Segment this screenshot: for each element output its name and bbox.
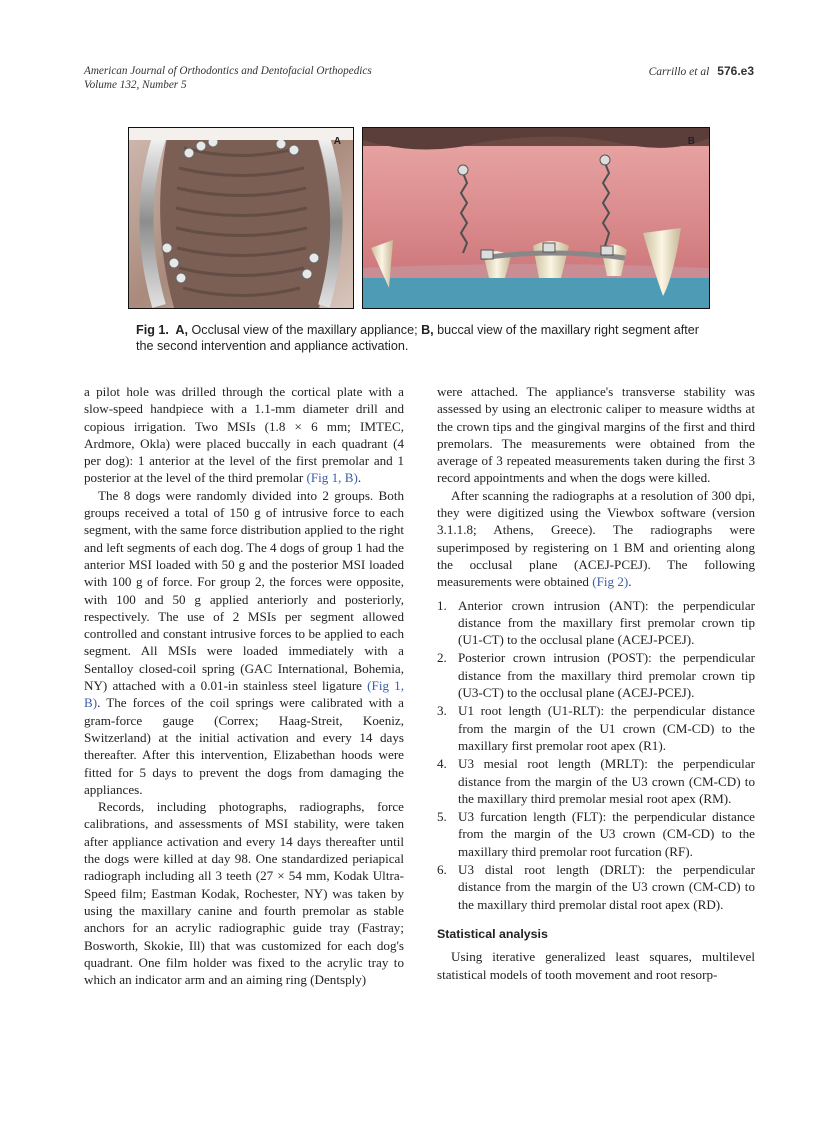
right-paragraph-3: Using iterative generalized least squares, multilevel statistical models of tooth movement and root resorp-: [437, 949, 755, 982]
list-item-text: Posterior crown intrusion (POST): the perpendicular distance from the maxillary third premolar crown tip (U3-CT) to the occlusal plane (ACEJ-PCEJ).: [458, 650, 755, 701]
section-heading-statistical-analysis: Statistical analysis: [437, 926, 548, 941]
caption-b-key: B,: [421, 323, 434, 337]
left-paragraph-3: Records, including photographs, radiographs, force calibrations, and assessments of MSI stability, were taken after appliance activation and every 14 days thereafter until the dogs were killed at day 98. One standardized periapical radiograph including all 3 teeth (27 × 54 mm, Kodak Ultra-Speed film; Eastman Kodak, Rochester, NY) was taken by using the maxillary canine and fourth premolar as stable anchors for an acrylic radiographic guide tray (Fastray; Bosworth, Skokie, Ill) that was customized for each dog's quadrant. One film holder was fixed to the acrylic tray to which an indicator arm and an aiming ring (Dentsply): [84, 799, 404, 988]
list-item: [437, 808, 755, 860]
occlusal-view-photo: [129, 128, 353, 308]
list-item-number: 5.: [437, 809, 447, 825]
right-paragraph-2: [437, 487, 755, 591]
list-item-number: 4.: [437, 756, 447, 772]
caption-b-text: buccal view of the maxillary right segment after the second intervention and appliance activation.: [136, 323, 699, 353]
list-item-text: U1 root length (U1-RLT): the perpendicular distance from the margin of the U1 crown (CM-CD) to the maxillary first premolar root apex (R1).: [458, 703, 755, 753]
page-number: 576.e3: [717, 64, 754, 78]
buccal-view-photo: [363, 128, 709, 308]
measurement-list: [437, 597, 755, 913]
left-p2-end: . The forces of the coil springs were calibrated with a gram-force gauge (Correx; Haag-Streit, Koeniz, Switzerland) at the initial activation and every 14 days thereafter. After this intervention, Elizabethan hoods were fitted for 5 days to prevent the dogs from damaging the appliances.: [84, 695, 404, 797]
list-item-number: 3.: [437, 703, 447, 719]
author-name: Carrillo et al: [648, 66, 710, 78]
list-item-number: 2.: [437, 650, 447, 666]
journal-title: American Journal of Orthodontics and Dentofacial Orthopedics: [84, 65, 372, 77]
journal-volume: Volume 132, Number 5: [84, 79, 187, 91]
left-paragraph-1: [84, 383, 404, 487]
figure-panel-b-photo: [362, 127, 710, 309]
caption-a-key: A,: [175, 323, 188, 337]
list-item-number: 6.: [437, 862, 447, 878]
fig-1b-reference-link[interactable]: (Fig 1, B): [306, 470, 358, 486]
left-column: [84, 383, 404, 988]
left-paragraph-2: [84, 487, 404, 798]
list-item-text: U3 mesial root length (MRLT): the perpendicular distance from the margin of the U3 crown (CM-CD) to the maxillary third premolar mesial root apex (RM).: [458, 756, 755, 806]
list-item: [437, 649, 755, 701]
panel-a-label: A: [333, 136, 341, 147]
left-p2-text: The 8 dogs were randomly divided into 2 groups. Both groups received a total of 150 g of intrusive force to each segment, with the same force distribution applied to the right and left segments of each dog. The 4 dogs of group 1 had the anterior MSI loaded with 50 g and the posterior MSI loaded with 100 g of force. For group 2, the forces were opposite, with 100 and 50 g applied anteriorly and posteriorly, respectively. The use of 2 MSIs per segment allowed controlled and constant intrusive forces to be applied to each segment. All MSIs were loaded immediately with a Sentalloy closed-coil spring (GAC International, Bohemia, NY) attached with a 0.01-in stainless steel ligature: [84, 487, 404, 694]
caption-a-text: Occlusal view of the maxillary appliance;: [191, 323, 418, 337]
right-paragraph-1: were attached. The appliance's transverse stability was assessed by using an electronic caliper to measure widths at the crown tips and the gingival margins of the first and third premolars. The measurements were obtained from the average of 3 repeated measurements taken during the first 3 record appointments and when the dogs were killed.: [437, 384, 755, 486]
figure-panel-a-photo: [128, 127, 354, 309]
list-item-number: 1.: [437, 597, 447, 613]
list-item-text: U3 furcation length (FLT): the perpendicular distance from the margin of the U3 crown (CM-CD) to the maxillary third premolar root furcation (RF).: [458, 809, 755, 859]
fig-2-reference-link[interactable]: (Fig 2): [592, 574, 629, 590]
list-item: [437, 755, 755, 807]
running-header-page: [649, 64, 754, 78]
right-p2-end: .: [628, 574, 632, 590]
fig-1b-reference-link-2[interactable]: (Fig 1, B): [84, 678, 404, 711]
list-item-text: Anterior crown intrusion (ANT): the perpendicular distance from the maxillary first premolar crown tip (U1-CT) to the occlusal plane (ACEJ-PCEJ).: [458, 597, 755, 648]
list-item: [437, 597, 755, 649]
right-p2-text: After scanning the radiographs at a resolution of 300 dpi, they were digitized using the Viewbox software (version 3.1.1.8; Athens, Greece). The radiographs were superimposed by registering on 1 BM and orienting along the occlusal plane (ACEJ-PCEJ). The following measurements were obtained: [437, 487, 755, 590]
left-p1-end: .: [357, 470, 362, 486]
list-item: [437, 861, 755, 913]
list-item: [437, 702, 755, 754]
list-item-text: U3 distal root length (DRLT): the perpendicular distance from the margin of the U3 crown (CM-CD) to the maxillary third premolar distal root apex (RD).: [458, 862, 755, 912]
panel-b-label: B: [687, 136, 695, 147]
running-header-journal: [84, 64, 372, 92]
left-p1-text: a pilot hole was drilled through the cortical plate with a slow-speed handpiece with a 1.1-mm diameter drill and copious irrigation. Two MSIs (1.8 × 6 mm; IMTEC, Ardmore, Okla) were placed buccally in each quadrant (4 per dog): 1 anterior at the level of the first premolar and 1 posterior at the level of the third premolar: [84, 384, 404, 486]
right-column: [437, 383, 755, 983]
figure-caption: [136, 322, 716, 354]
caption-figure-number: Fig 1.: [136, 323, 169, 337]
